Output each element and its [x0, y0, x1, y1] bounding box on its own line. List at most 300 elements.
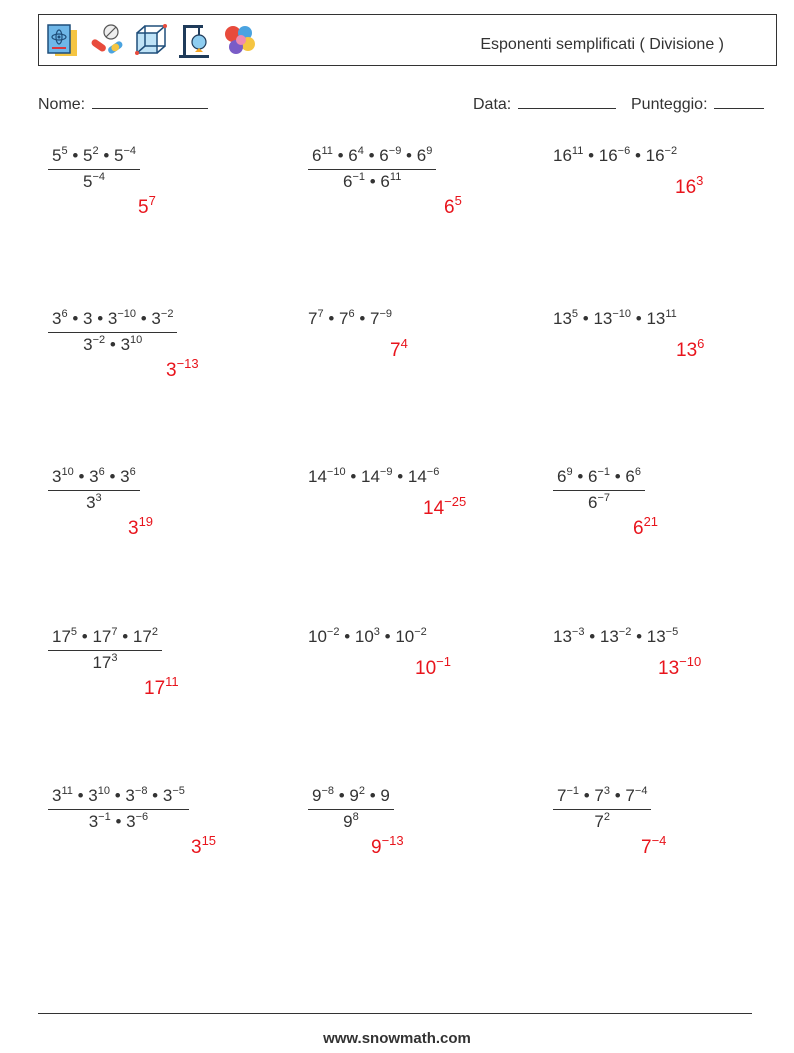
- numerator-base: 6: [312, 146, 322, 165]
- score-blank: [714, 94, 764, 109]
- denominator: [308, 170, 436, 192]
- term-exponent: −2: [618, 626, 632, 638]
- term-base: 13: [646, 309, 666, 328]
- multiply-dot: •: [583, 146, 599, 165]
- answer-7: [128, 514, 154, 540]
- numerator-exponent: 9: [426, 145, 433, 157]
- numerator: [48, 627, 162, 650]
- answer-base: 9: [371, 837, 382, 858]
- numerator-exponent: −10: [117, 308, 137, 320]
- multiply-dot: •: [92, 309, 108, 328]
- pills-icon: [89, 22, 125, 60]
- answer-15: [641, 833, 667, 859]
- numerator-power: [52, 627, 77, 646]
- numerator-exponent: 2: [358, 785, 366, 797]
- numerator-power: [88, 786, 110, 805]
- answer-4: [166, 356, 199, 382]
- multiply-dot: •: [578, 309, 594, 328]
- multiply-dot: •: [631, 627, 647, 646]
- numerator-base: 17: [92, 627, 112, 646]
- answer-power: [138, 193, 156, 218]
- answer-5: [390, 336, 408, 362]
- numerator-power: [52, 786, 73, 805]
- score-field: [631, 94, 764, 114]
- term-power: [308, 309, 324, 328]
- numerator-power: [52, 309, 68, 328]
- fraction: [553, 786, 651, 832]
- numerator: [553, 786, 651, 809]
- denominator-exponent: 3: [95, 492, 102, 504]
- fraction: [308, 786, 394, 832]
- answer-base: 3: [166, 360, 177, 381]
- numerator-base: 9: [349, 786, 359, 805]
- numerator-base: 5: [114, 146, 124, 165]
- answer-base: 13: [676, 340, 698, 361]
- lab-flask-stand-icon: [177, 22, 213, 60]
- term-power: [308, 627, 339, 646]
- numerator-exponent: −4: [123, 145, 137, 157]
- answer-exponent: 7: [148, 193, 156, 208]
- numerator-exponent: −1: [566, 785, 580, 797]
- term-base: 7: [308, 309, 318, 328]
- denominator-base: 7: [594, 812, 604, 831]
- multiply-dot: •: [332, 146, 349, 165]
- expression: [553, 146, 677, 166]
- answer-exponent: 15: [201, 833, 217, 848]
- numerator-exponent: 2: [151, 626, 158, 638]
- answer-exponent: 6: [697, 336, 705, 351]
- numerator-exponent: 6: [61, 308, 68, 320]
- answer-power: [390, 336, 408, 361]
- term-power: [553, 309, 578, 328]
- denominator-power: [588, 493, 610, 512]
- numerator-base: 6: [379, 146, 389, 165]
- term-power: [646, 146, 677, 165]
- numerator-power: [108, 309, 136, 328]
- fraction: [553, 467, 645, 513]
- multiply-dot: •: [110, 812, 127, 831]
- multiply-dot: •: [117, 627, 133, 646]
- term-exponent: −2: [326, 626, 340, 638]
- multiply-dot: •: [630, 146, 646, 165]
- numerator-base: 9: [380, 786, 390, 805]
- numerator-exponent: 10: [97, 785, 111, 797]
- term-exponent: −6: [617, 145, 631, 157]
- expression: [553, 309, 677, 329]
- numerator-power: [588, 467, 610, 486]
- term-power: [593, 309, 631, 328]
- numerator-power: [625, 467, 641, 486]
- answer-power: [423, 494, 467, 519]
- numerator-power: [114, 146, 136, 165]
- denominator: [553, 491, 645, 513]
- multiply-dot: •: [610, 467, 626, 486]
- denominator-exponent: 11: [389, 171, 402, 183]
- multiply-dot: •: [345, 467, 361, 486]
- answer-12: [658, 654, 702, 680]
- denominator-base: 3: [120, 335, 131, 354]
- term-exponent: −5: [665, 626, 679, 638]
- problem-5: [308, 309, 392, 329]
- cube-icon: [133, 22, 169, 60]
- answer-10: [144, 674, 179, 700]
- numerator-base: 6: [625, 467, 635, 486]
- multiply-dot: •: [401, 146, 417, 165]
- denominator: [553, 810, 651, 832]
- numerator-exponent: 6: [98, 466, 105, 478]
- denominator: [48, 333, 177, 355]
- denominator: [308, 810, 394, 832]
- term-exponent: −10: [326, 466, 346, 478]
- multiply-dot: •: [73, 467, 90, 486]
- problem-15: [553, 786, 651, 832]
- problem-4: [48, 309, 177, 355]
- problem-11: [308, 627, 427, 647]
- denominator-power: [86, 493, 102, 512]
- term-exponent: 11: [665, 308, 677, 320]
- denominator-exponent: −2: [92, 334, 106, 346]
- expression: [308, 467, 439, 487]
- term-exponent: −2: [414, 626, 427, 638]
- answer-2: [444, 193, 462, 219]
- problem-2: [308, 146, 436, 192]
- denominator-base: 6: [380, 172, 390, 191]
- numerator-exponent: 5: [70, 626, 78, 638]
- fraction: [48, 309, 177, 355]
- numerator-base: 3: [83, 309, 93, 328]
- numerator-base: 3: [151, 309, 161, 328]
- answer-power: [191, 833, 217, 858]
- denominator-base: 3: [88, 812, 99, 831]
- denominator-base: 3: [126, 812, 136, 831]
- numerator-exponent: −8: [134, 785, 148, 797]
- numerator-exponent: 10: [61, 466, 74, 478]
- denominator-base: 3: [86, 493, 96, 512]
- denominator-exponent: −1: [352, 171, 366, 183]
- problem-1: [48, 146, 140, 192]
- denominator: [48, 651, 162, 673]
- answer-exponent: 19: [138, 514, 154, 529]
- term-power: [361, 467, 392, 486]
- atom-book-icon: [45, 22, 81, 60]
- denominator-power: [92, 653, 117, 672]
- term-power: [599, 146, 630, 165]
- answer-9: [633, 514, 659, 540]
- expression: [553, 627, 678, 647]
- answer-14: [371, 833, 404, 859]
- numerator-power: [557, 786, 579, 805]
- numerator-base: 6: [348, 146, 358, 165]
- denominator-power: [83, 172, 105, 191]
- term-exponent: −9: [379, 466, 393, 478]
- numerator-exponent: −9: [388, 145, 402, 157]
- answer-exponent: −13: [381, 833, 404, 848]
- problem-3: [553, 146, 677, 166]
- term-power: [370, 309, 392, 328]
- answer-power: [371, 833, 404, 858]
- denominator-power: [83, 335, 105, 354]
- multiply-dot: •: [67, 309, 83, 328]
- term-exponent: −6: [426, 466, 440, 478]
- multiply-dot: •: [365, 786, 381, 805]
- term-base: 14: [407, 467, 427, 486]
- multiply-dot: •: [104, 467, 121, 486]
- numerator-power: [312, 786, 334, 805]
- numerator-base: 3: [89, 467, 99, 486]
- multiply-dot: •: [323, 309, 339, 328]
- denominator-exponent: 3: [111, 652, 118, 664]
- numerator: [48, 146, 140, 169]
- numerator-power: [380, 786, 389, 805]
- term-power: [647, 627, 678, 646]
- numerator: [48, 786, 189, 809]
- answer-6: [676, 336, 705, 362]
- answer-base: 6: [633, 518, 644, 539]
- multiply-dot: •: [631, 309, 647, 328]
- multiply-dot: •: [610, 786, 626, 805]
- term-exponent: −3: [571, 626, 585, 638]
- numerator-exponent: −8: [321, 785, 335, 797]
- fraction: [48, 467, 140, 513]
- denominator-base: 5: [83, 172, 93, 191]
- denominator-base: 6: [588, 493, 598, 512]
- numerator-exponent: 3: [603, 785, 611, 797]
- multiply-dot: •: [363, 146, 380, 165]
- numerator-power: [348, 146, 364, 165]
- answer-exponent: −13: [176, 356, 199, 371]
- term-power: [646, 309, 676, 328]
- answer-3: [675, 173, 704, 199]
- answer-exponent: 21: [643, 514, 659, 529]
- multiply-dot: •: [584, 627, 600, 646]
- numerator-power: [625, 786, 647, 805]
- term-base: 16: [645, 146, 665, 165]
- numerator-base: 3: [88, 786, 98, 805]
- multiply-dot: •: [392, 467, 408, 486]
- numerator-exponent: 5: [61, 145, 68, 157]
- numerator-exponent: 7: [111, 626, 118, 638]
- denominator-exponent: −4: [92, 171, 106, 183]
- numerator-exponent: 6: [634, 466, 642, 478]
- name-label: Nome:: [38, 96, 86, 113]
- term-base: 16: [553, 146, 572, 165]
- answer-power: [676, 336, 705, 361]
- problem-13: [48, 786, 189, 832]
- answer-base: 5: [138, 197, 149, 218]
- multiply-dot: •: [77, 627, 93, 646]
- answer-8: [423, 494, 467, 520]
- problem-8: [308, 467, 439, 487]
- answer-exponent: −25: [444, 494, 467, 509]
- multiply-dot: •: [98, 146, 114, 165]
- problem-12: [553, 627, 678, 647]
- multiply-dot: •: [147, 786, 163, 805]
- worksheet-title: Esponenti semplificati ( Divisione ): [480, 36, 724, 53]
- numerator-exponent: −5: [172, 785, 185, 797]
- numerator-power: [594, 786, 610, 805]
- term-exponent: −9: [379, 308, 393, 320]
- answer-exponent: −10: [679, 654, 702, 669]
- problem-9: [553, 467, 645, 513]
- footer-website: www.snowmath.com: [323, 1030, 471, 1047]
- answer-power: [415, 654, 451, 679]
- denominator-exponent: −1: [98, 811, 111, 823]
- term-power: [553, 627, 584, 646]
- answer-base: 10: [415, 658, 437, 679]
- term-base: 16: [598, 146, 618, 165]
- multiply-dot: •: [72, 786, 89, 805]
- expression: [308, 309, 392, 329]
- denominator-base: 3: [83, 335, 93, 354]
- denominator-exponent: 10: [130, 334, 143, 346]
- numerator-base: 5: [83, 146, 93, 165]
- multiply-dot: •: [110, 786, 126, 805]
- numerator-exponent: 2: [92, 145, 99, 157]
- term-base: 13: [593, 309, 613, 328]
- numerator-base: 7: [594, 786, 604, 805]
- denominator-power: [121, 335, 143, 354]
- numerator-base: 3: [52, 309, 62, 328]
- term-base: 7: [339, 309, 349, 328]
- problem-6: [553, 309, 677, 329]
- numerator-power: [163, 786, 185, 805]
- answer-exponent: 4: [400, 336, 408, 351]
- numerator-power: [83, 146, 99, 165]
- denominator-power: [594, 812, 610, 831]
- numerator-power: [52, 467, 74, 486]
- numerator-base: 3: [52, 786, 62, 805]
- numerator: [48, 309, 177, 332]
- multiply-dot: •: [334, 786, 350, 805]
- numerator-exponent: 11: [61, 785, 73, 797]
- numerator-power: [151, 309, 173, 328]
- term-power: [308, 467, 346, 486]
- term-base: 7: [370, 309, 380, 328]
- numerator-power: [125, 786, 147, 805]
- answer-exponent: 5: [454, 193, 462, 208]
- term-base: 13: [599, 627, 619, 646]
- denominator: [48, 810, 189, 832]
- fraction: [48, 146, 140, 192]
- numerator-base: 3: [107, 309, 118, 328]
- numerator-power: [349, 786, 365, 805]
- term-exponent: 5: [571, 308, 579, 320]
- denominator-power: [126, 812, 148, 831]
- answer-power: [128, 514, 154, 539]
- answer-exponent: −1: [436, 654, 451, 669]
- answer-13: [191, 833, 217, 859]
- expression: [308, 627, 427, 647]
- header-icons: [45, 22, 257, 60]
- numerator-base: 5: [52, 146, 62, 165]
- denominator-power: [89, 812, 111, 831]
- term-base: 10: [354, 627, 374, 646]
- answer-base: 3: [128, 518, 139, 539]
- answer-base: 14: [423, 498, 445, 519]
- denominator-exponent: −7: [597, 492, 611, 504]
- numerator-power: [120, 467, 136, 486]
- multiply-dot: •: [105, 335, 121, 354]
- answer-exponent: −4: [651, 833, 667, 848]
- numerator-exponent: 4: [357, 145, 364, 157]
- denominator-power: [380, 172, 401, 191]
- numerator-base: 6: [416, 146, 427, 165]
- multiply-dot: •: [572, 467, 588, 486]
- numerator: [308, 786, 394, 809]
- term-exponent: 3: [373, 626, 380, 638]
- numerator-power: [89, 467, 105, 486]
- term-power: [339, 309, 355, 328]
- score-label: Punteggio:: [631, 96, 708, 113]
- answer-power: [641, 833, 667, 858]
- footer-divider: [38, 1013, 752, 1014]
- numerator-exponent: 6: [129, 466, 136, 478]
- molecule-balls-icon: [221, 22, 257, 60]
- numerator-base: 3: [120, 467, 130, 486]
- answer-exponent: 3: [696, 173, 704, 188]
- multiply-dot: •: [354, 309, 370, 328]
- denominator-base: 6: [343, 172, 353, 191]
- numerator-power: [133, 627, 158, 646]
- numerator-base: 6: [557, 467, 567, 486]
- multiply-dot: •: [136, 309, 152, 328]
- problem-7: [48, 467, 140, 513]
- denominator-exponent: −6: [135, 811, 149, 823]
- term-exponent: 11: [571, 145, 584, 157]
- numerator-base: 6: [588, 467, 598, 486]
- date-field: [473, 94, 616, 114]
- denominator-base: 9: [343, 812, 353, 831]
- term-base: 14: [361, 467, 380, 486]
- numerator-base: 9: [312, 786, 322, 805]
- numerator-exponent: 9: [566, 466, 573, 478]
- numerator-exponent: −4: [634, 785, 648, 797]
- answer-exponent: 11: [165, 674, 179, 689]
- denominator-exponent: 2: [603, 811, 611, 823]
- answer-1: [138, 193, 156, 219]
- numerator-base: 7: [625, 786, 635, 805]
- date-blank: [518, 94, 616, 109]
- date-label: Data:: [473, 96, 512, 113]
- answer-power: [633, 514, 659, 539]
- answer-power: [144, 674, 179, 699]
- answer-power: [675, 173, 704, 198]
- denominator: [48, 170, 140, 192]
- name-field: [38, 94, 208, 114]
- answer-base: 3: [191, 837, 202, 858]
- numerator-exponent: 11: [321, 145, 333, 157]
- multiply-dot: •: [339, 627, 355, 646]
- multiply-dot: •: [579, 786, 595, 805]
- term-exponent: −2: [664, 145, 678, 157]
- term-power: [600, 627, 631, 646]
- term-base: 14: [308, 467, 327, 486]
- name-blank: [92, 94, 208, 109]
- answer-base: 13: [658, 658, 680, 679]
- answer-base: 7: [641, 837, 652, 858]
- numerator-base: 3: [125, 786, 135, 805]
- term-base: 10: [395, 627, 415, 646]
- worksheet-header: [38, 14, 777, 66]
- answer-base: 17: [144, 678, 166, 699]
- answer-power: [166, 356, 199, 381]
- answer-11: [415, 654, 451, 680]
- fraction: [48, 786, 189, 832]
- denominator-exponent: 8: [352, 811, 359, 823]
- denominator: [48, 491, 140, 513]
- term-power: [408, 467, 439, 486]
- numerator-power: [312, 146, 333, 165]
